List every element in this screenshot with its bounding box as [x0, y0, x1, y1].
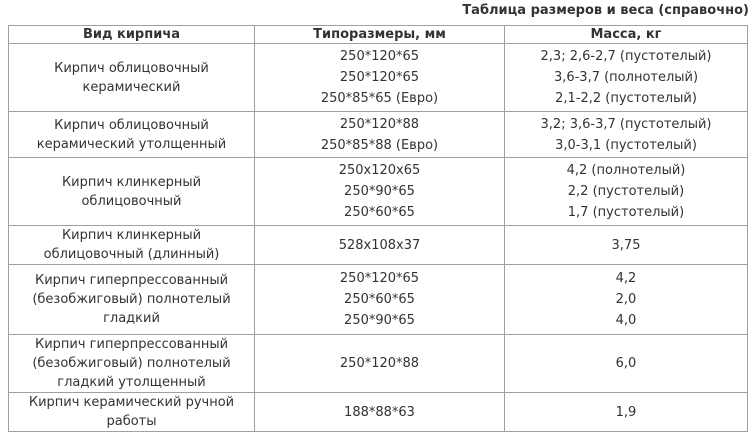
mass-cell [505, 112, 748, 158]
table-header-row [9, 26, 748, 44]
mass-value: 3,0-3,1 (пустотелый) [555, 137, 697, 153]
brick-type-cell: Кирпич облицовочный керамический [9, 44, 255, 112]
table-caption: Таблица размеров и веса (справочно) [462, 3, 749, 18]
sizes-cell [255, 158, 505, 226]
table-row [9, 265, 748, 335]
header-sizes: Типоразмеры, мм [255, 26, 505, 44]
size-value: 250x120x65 [338, 163, 421, 178]
mass-cell [505, 335, 748, 393]
mass-value: 4,2 [615, 271, 637, 286]
brick-type-cell: Кирпич клинкерный облицовочный [9, 158, 255, 226]
sizes-cell [255, 226, 505, 265]
mass-value: 1,9 [615, 404, 637, 420]
brick-type-cell: Кирпич керамический ручной работы [9, 393, 255, 432]
size-value: 250*90*65 [344, 184, 415, 199]
mass-cell [505, 158, 748, 226]
mass-value: 2,0 [615, 292, 637, 307]
mass-value: 3,6-3,7 (полнотелый) [553, 70, 699, 85]
mass-value: 2,2 (пустотелый) [567, 184, 685, 199]
mass-cell [505, 393, 748, 432]
mass-cell [505, 226, 748, 265]
table-row [9, 112, 748, 158]
table-row [9, 44, 748, 112]
brick-type-cell: Кирпич облицовочный керамический утолщенный [9, 112, 255, 158]
header-mass: Масса, кг [505, 26, 748, 44]
size-value: 250*120*65 [339, 70, 420, 85]
size-value: 250*120*88 [339, 356, 420, 371]
size-value: 250*90*65 [344, 313, 415, 328]
brick-size-weight-table [8, 25, 748, 432]
mass-value: 2,1-2,2 (пустотелый) [555, 91, 697, 106]
brick-type-cell: Кирпич гиперпрессованный (безобжиговый) полнотелый гладкий [9, 265, 255, 335]
size-value: 250*120*65 [339, 271, 420, 286]
sizes-cell [255, 44, 505, 112]
size-value: 250*60*65 [344, 292, 415, 307]
size-value: 528x108x37 [338, 237, 421, 253]
mass-value: 3,2; 3,6-3,7 (пустотелый) [540, 116, 712, 132]
size-value: 250*120*65 [339, 49, 420, 64]
table-row [9, 393, 748, 432]
brick-type-cell: Кирпич гиперпрессованный (безобжиговый) полнотелый гладкий утолщенный [9, 335, 255, 393]
sizes-cell [255, 393, 505, 432]
table-row [9, 158, 748, 226]
table-row [9, 226, 748, 265]
mass-value: 1,7 (пустотелый) [567, 205, 685, 220]
brick-type-cell: Кирпич клинкерный облицовочный (длинный) [9, 226, 255, 265]
mass-value: 4,2 (полнотелый) [566, 163, 686, 178]
size-value: 250*60*65 [344, 205, 415, 220]
size-value: 250*120*88 [339, 116, 420, 132]
size-value: 250*85*88 (Евро) [320, 137, 439, 153]
mass-value: 3,75 [611, 237, 641, 253]
sizes-cell [255, 265, 505, 335]
table-row [9, 335, 748, 393]
mass-value: 4,0 [615, 313, 637, 328]
sizes-cell [255, 335, 505, 393]
size-value: 188*88*63 [344, 404, 415, 420]
mass-value: 6,0 [615, 356, 637, 371]
mass-cell [505, 44, 748, 112]
header-brick-type: Вид кирпича [9, 26, 255, 44]
sizes-cell [255, 112, 505, 158]
size-value: 250*85*65 (Евро) [320, 91, 439, 106]
mass-value: 2,3; 2,6-2,7 (пустотелый) [540, 49, 712, 64]
mass-cell [505, 265, 748, 335]
